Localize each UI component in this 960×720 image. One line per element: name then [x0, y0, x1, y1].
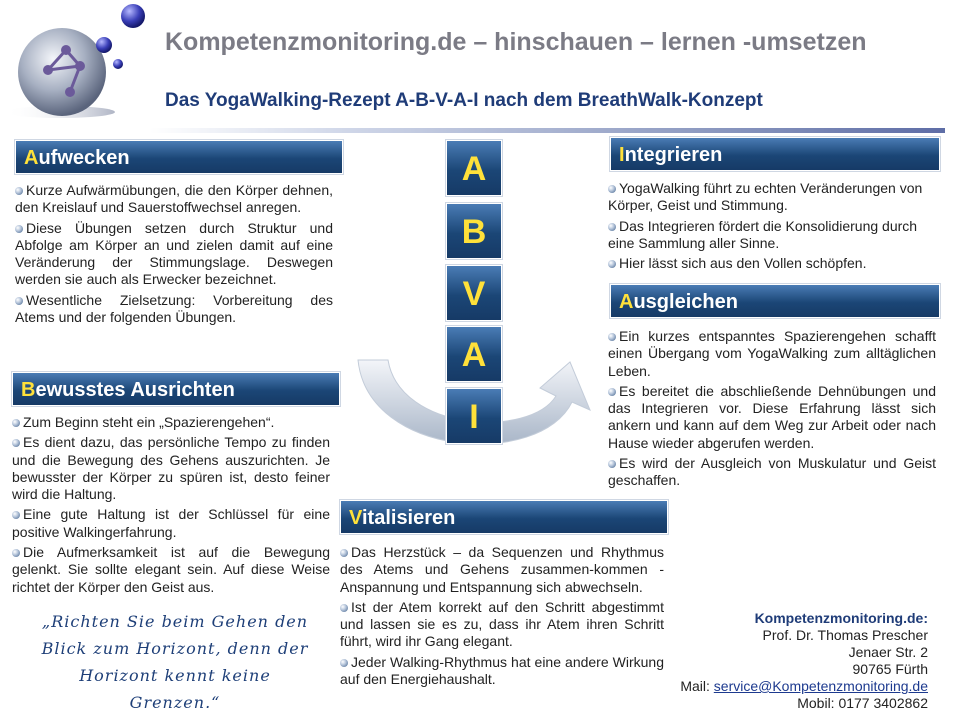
heading-aufwecken [15, 140, 343, 174]
heading-initial: V [349, 507, 362, 529]
contact-mail-row [680, 678, 928, 695]
list-item: Kurze Aufwärmübungen, die den Körper dehnen, den Kreislauf und Sauerstoffwechsel anregen. [15, 182, 333, 216]
heading-initial: B [21, 379, 36, 401]
quote-line: Blick zum Horizont, denn der [41, 639, 309, 658]
page-subtitle: Das YogaWalking-Rezept A-B-V-A-I nach dem BreathWalk-Konzept [165, 90, 763, 111]
list-item: Es dient dazu, das persönliche Tempo zu finden und die Bewegung des Gehens auszurichten. Je bewusster der Körper zu spüren ist, desto feiner wird die Haltung. [12, 434, 330, 503]
letter-i-integrieren: I [446, 388, 502, 444]
logo [0, 0, 160, 125]
bullet-icon [15, 187, 23, 195]
section-bewusstes-text [12, 414, 330, 599]
list-item: Diese Übungen setzen durch Struktur und Abfolge am Körper an und zielen damit auf eine Veränderung der Stimmungslage. Deswegen werden sie auch als Erwecker bezeichnet. [15, 219, 333, 288]
bullet-icon [608, 333, 616, 341]
letter-a-aufwecken: A [446, 140, 502, 196]
section-aufwecken-text [15, 182, 333, 329]
list-item: Ist der Atem korrekt auf den Schritt abgestimmt und lassen sie es zu, dass ihr Atem ihren Schritt führt, wird ihr Gang elegant. [340, 598, 664, 650]
bullet-icon [12, 549, 20, 557]
heading-ausgleichen [610, 284, 940, 318]
list-item: YogaWalking führt zu echten Veränderungen von Körper, Geist und Stimmung. [608, 180, 923, 214]
contact-org: Kompetenzmonitoring.de: [754, 610, 928, 626]
contact-name: Prof. Dr. Thomas Prescher [762, 627, 928, 643]
list-item: Es bereitet die abschließende Dehnübungen und das Integrieren vor. Diese Erfahrung lässt sich ankern und kann auf dem Weg zur Arbeit oder nach Hause wieder abgerufen werden. [608, 382, 936, 451]
heading-initial: A [24, 147, 39, 169]
bullet-icon [15, 225, 23, 233]
section-ausgleichen-text [608, 328, 936, 493]
list-item: Jeder Walking-Rhythmus hat eine andere Wirkung auf den Energiehaushalt. [340, 653, 664, 688]
heading-initial: I [619, 144, 625, 166]
bullet-icon [15, 297, 23, 305]
bullet-icon [12, 511, 20, 519]
letter-b-bewusstes: B [446, 203, 502, 259]
bullet-icon [608, 388, 616, 396]
bullet-icon [608, 460, 616, 468]
bullet-icon [12, 419, 20, 427]
list-item: Das Integrieren fördert die Konsolidierung durch eine Sammlung aller Sinne. [608, 217, 918, 251]
list-item: Das Herzstück – da Sequenzen und Rhythmus des Atems und Gehens zusammen-kommen - Anspannung und Entspannung sich abwechseln. [340, 544, 664, 595]
heading-bewusstes-ausrichten [12, 372, 340, 406]
heading-text: italisieren [361, 507, 456, 529]
list-item: Es wird der Ausgleich von Muskulatur und Geist geschaffen. [608, 455, 936, 489]
heading-text: usgleichen [633, 291, 738, 313]
letter-a-ausgleichen: A [446, 326, 502, 382]
contact-mail-link[interactable]: service@Kompetenzmonitoring.de [713, 678, 928, 694]
heading-text: ntegrieren [624, 144, 723, 166]
heading-text: ewusstes Ausrichten [35, 379, 235, 401]
section-integrieren-text [608, 180, 938, 275]
list-item: Zum Beginn steht ein „Spazierengehen“. [12, 414, 330, 431]
contact-mobile: Mobil: 0177 3402862 [797, 695, 928, 711]
heading-initial: A [619, 291, 634, 313]
letter-v-vitalisieren: V [446, 265, 502, 321]
quote-line: „Richten Sie beim Gehen den [41, 612, 309, 631]
bullet-icon [608, 223, 616, 231]
quote-line: Horizont kennt keine [79, 666, 271, 685]
bullet-icon [340, 659, 348, 667]
list-item: Wesentliche Zielsetzung: Vorbereitung des Atems und der folgenden Übungen. [15, 291, 333, 326]
bullet-icon [608, 260, 616, 268]
contact-mail-label: Mail: [680, 678, 710, 694]
contact-block [680, 610, 928, 712]
list-item: Ein kurzes entspanntes Spazierengehen schafft einen Übergang vom YogaWalking zum alltäglichen Leben. [608, 328, 936, 379]
section-vitalisieren-text [340, 544, 664, 691]
site-title: Kompetenzmonitoring.de – hinschauen – lernen -umsetzen [165, 28, 867, 56]
bullet-icon [340, 549, 348, 557]
heading-text: ufwecken [38, 147, 130, 169]
list-item: Hier lässt sich aus den Vollen schöpfen. [608, 255, 938, 272]
contact-street: Jenaer Str. 2 [848, 644, 928, 660]
bullet-icon [12, 439, 20, 447]
quote [20, 608, 330, 716]
bullet-icon [340, 604, 348, 612]
quote-line: Grenzen.“ [129, 693, 221, 712]
contact-city: 90765 Fürth [852, 661, 928, 677]
list-item: Die Aufmerksamkeit ist auf die Bewegung gelenkt. Sie sollte elegant sein. Auf diese Weise richtet der Körper den Geist aus. [12, 544, 330, 595]
header-divider [150, 128, 945, 133]
heading-vitalisieren [340, 500, 668, 534]
heading-integrieren [610, 137, 940, 171]
bullet-icon [608, 185, 616, 193]
list-item: Eine gute Haltung ist der Schlüssel für eine positive Walkingerfahrung. [12, 506, 330, 540]
